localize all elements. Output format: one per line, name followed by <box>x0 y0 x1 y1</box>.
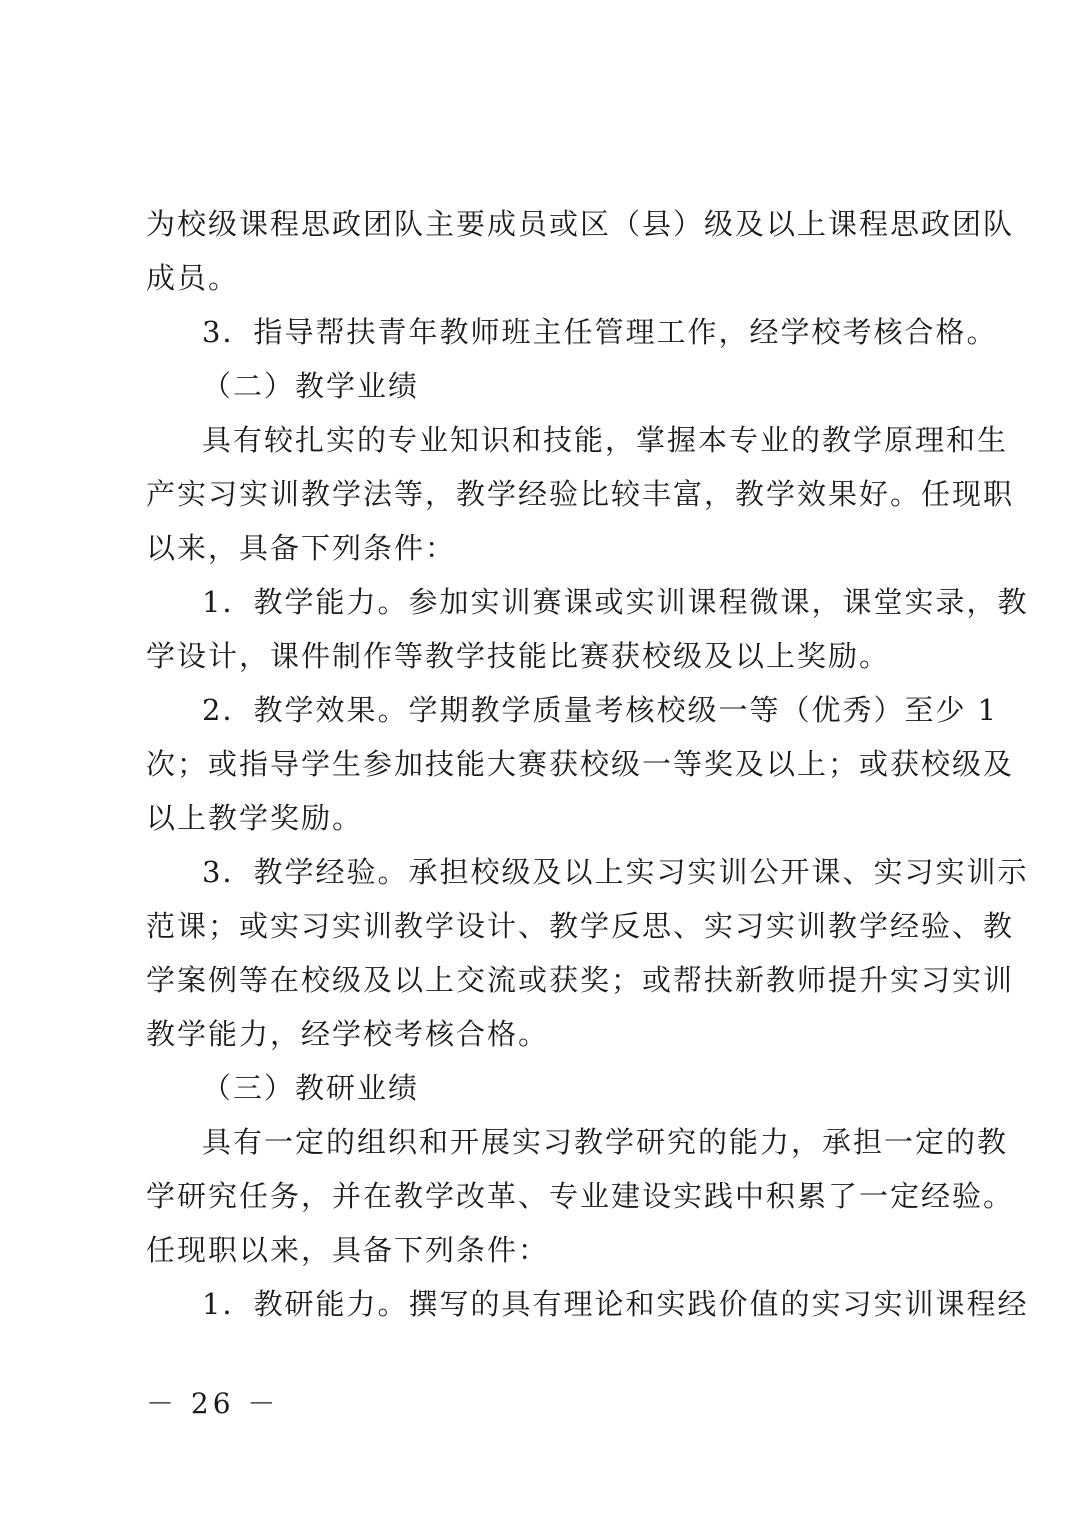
text-line: 1．教学能力。参加实训赛课或实训课程微课，课堂实录，教 <box>202 585 1029 619</box>
text-line: 学案例等在校级及以上交流或获奖；或帮扶新教师提升实习实训 <box>146 963 1015 997</box>
page-number: － 26 － <box>146 1387 280 1420</box>
text-line: 以来，具备下列条件： <box>146 531 457 565</box>
text-line: 产实习实训教学法等，教学经验比较丰富，教学效果好。任现职 <box>146 477 1015 511</box>
text-line: 学研究任务，并在教学改革、专业建设实践中积累了一定经验。 <box>146 1179 1015 1213</box>
text-line: 3．指导帮扶青年教师班主任管理工作，经学校考核合格。 <box>202 315 998 349</box>
text-line: 具有一定的组织和开展实习教学研究的能力，承担一定的教 <box>202 1125 1009 1159</box>
text-line: 任现职以来，具备下列条件： <box>146 1233 550 1267</box>
section-heading: （三）教研业绩 <box>202 1071 420 1105</box>
text-line: 具有较扎实的专业知识和技能，掌握本专业的教学原理和生 <box>202 423 1009 457</box>
section-heading: （二）教学业绩 <box>202 369 420 403</box>
text-line: 以上教学奖励。 <box>146 801 364 835</box>
text-line: 范课；或实习实训教学设计、教学反思、实习实训教学经验、教 <box>146 909 1015 943</box>
text-line: 2．教学效果。学期教学质量考核校级一等（优秀）至少 1 <box>202 693 999 727</box>
text-line: 3．教学经验。承担校级及以上实习实训公开课、实习实训示 <box>202 855 1029 889</box>
text-line: 学设计，课件制作等教学技能比赛获校级及以上奖励。 <box>146 639 891 673</box>
text-line: 1．教研能力。撰写的具有理论和实践价值的实习实训课程经 <box>202 1287 1029 1321</box>
text-line: 成员。 <box>146 261 240 295</box>
text-line: 教学能力，经学校考核合格。 <box>146 1017 550 1051</box>
text-line: 次；或指导学生参加技能大赛获校级一等奖及以上；或获校级及 <box>146 747 1015 781</box>
text-line: 为校级课程思政团队主要成员或区（县）级及以上课程思政团队 <box>146 207 1015 241</box>
